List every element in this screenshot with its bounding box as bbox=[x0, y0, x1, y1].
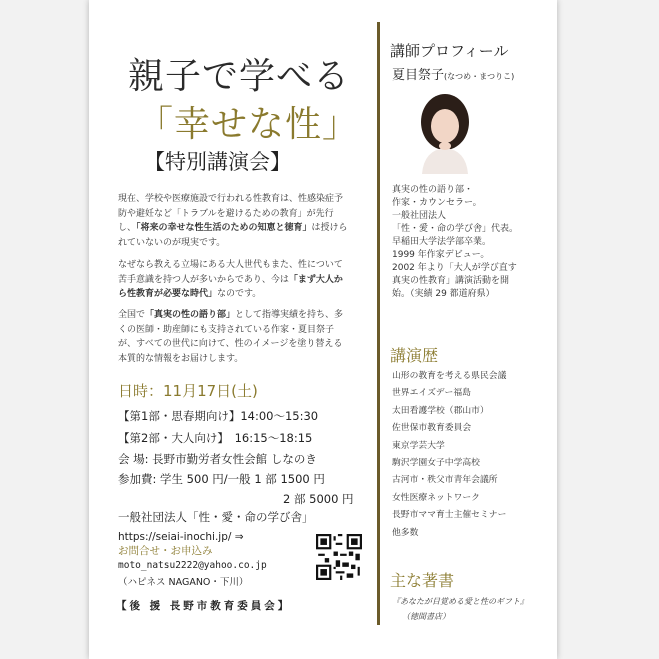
speaker-name: 夏目祭子(なつめ・まつりこ) bbox=[392, 68, 515, 83]
list-item: 世界エイズデー福島 bbox=[392, 388, 471, 399]
event-date: 日時：11月17日(土) bbox=[118, 382, 258, 400]
title-line3: 【特別講演会】 bbox=[144, 150, 291, 174]
organizer: 一般社団法人「性・愛・命の学び舎」 bbox=[118, 510, 314, 524]
list-item: 女性医療ネットワーク bbox=[392, 492, 480, 503]
list-item: 長野市ママ育士主催セミナー bbox=[392, 510, 507, 521]
column-divider bbox=[377, 22, 380, 625]
books-heading: 主な著書 bbox=[390, 571, 455, 590]
event-fee: 参加費: 学生 500 円/一般 1 部 1500 円 bbox=[118, 472, 325, 486]
list-item: 山形の教育を考える県民会議 bbox=[392, 371, 507, 381]
speaker-photo bbox=[410, 86, 480, 174]
support-line: 【後 援 長野市教育委員会】 bbox=[116, 600, 292, 612]
contact-person: （ハピネス NAGANO・下川） bbox=[118, 577, 249, 588]
intro-paragraph-2: なぜなら教える立場にある大人世代もまた、性について苦手意識を持つ人が多いからであり、今は「まず大人から性教育が必要な時代」なのです。 bbox=[118, 260, 343, 299]
profile-heading: 講師プロフィール bbox=[390, 42, 509, 60]
event-part1: 【第1部・思春期向け】14:00～15:30 bbox=[118, 409, 319, 423]
title-line1: 親子で学べる bbox=[128, 56, 351, 97]
intro-paragraph-1: 現在、学校や医療施設で行われる性教育は、性感染症予防や避妊など「トラブルを避けるための教育」が先行し、「将来の幸せな性生活のための知恵と徳育」は授けられていないのが現実です。 bbox=[118, 194, 348, 248]
title-line2: 「幸せな性」 bbox=[137, 104, 360, 145]
intro-paragraph-3: 全国で「真実の性の語り部」として指導実績を持ち、多くの医師・助産師にも支持されている作家・夏目祭子が、すべての世代に向けて、性のイメージを塗り替える本質的な情報をお届けします。 bbox=[118, 310, 344, 364]
contact-email[interactable]: moto_natsu2222@yahoo.co.jp bbox=[118, 560, 267, 571]
history-list bbox=[392, 368, 542, 542]
speaker-bio: 真実の性の語り部・ 作家・カウンセラー。 一般社団法人 「性・愛・命の学び舎」代表。 早稲田大学法学部卒業。 1999 年作家デビュー。 2002 年より「大人が学び直す 真実の性教育」講演活動を開 始。（実績 29 都道府県） bbox=[392, 185, 519, 299]
list-item: 佐世保市教育委員会 bbox=[392, 423, 472, 434]
history-heading: 講演歴 bbox=[390, 346, 439, 365]
website-link[interactable]: https://seiai-inochi.jp/ ⇒ bbox=[118, 531, 244, 543]
list-item: 他多数 bbox=[392, 527, 419, 538]
book-publisher: （徳間書店） bbox=[402, 612, 450, 621]
event-part2: 【第2部・大人向け】 16:15～18:15 bbox=[118, 431, 313, 445]
qr-code-icon[interactable] bbox=[316, 534, 362, 580]
event-venue: 会 場: 長野市勤労者女性会館 しなのき bbox=[118, 452, 317, 466]
list-item: 東京学芸大学 bbox=[392, 440, 445, 451]
event-fee-part2: 2 部 5000 円 bbox=[283, 492, 354, 506]
contact-heading: お問合せ・お申込み bbox=[118, 545, 213, 557]
books-list bbox=[392, 594, 542, 624]
list-item: 駒沢学園女子中学高校 bbox=[392, 458, 480, 469]
book-title: 『あなたが目覚める愛と性のギフト』 bbox=[392, 597, 528, 606]
list-item: 古河市・秩父市青年会議所 bbox=[392, 475, 498, 486]
list-item: 太田看護学校（郡山市） bbox=[392, 405, 489, 416]
